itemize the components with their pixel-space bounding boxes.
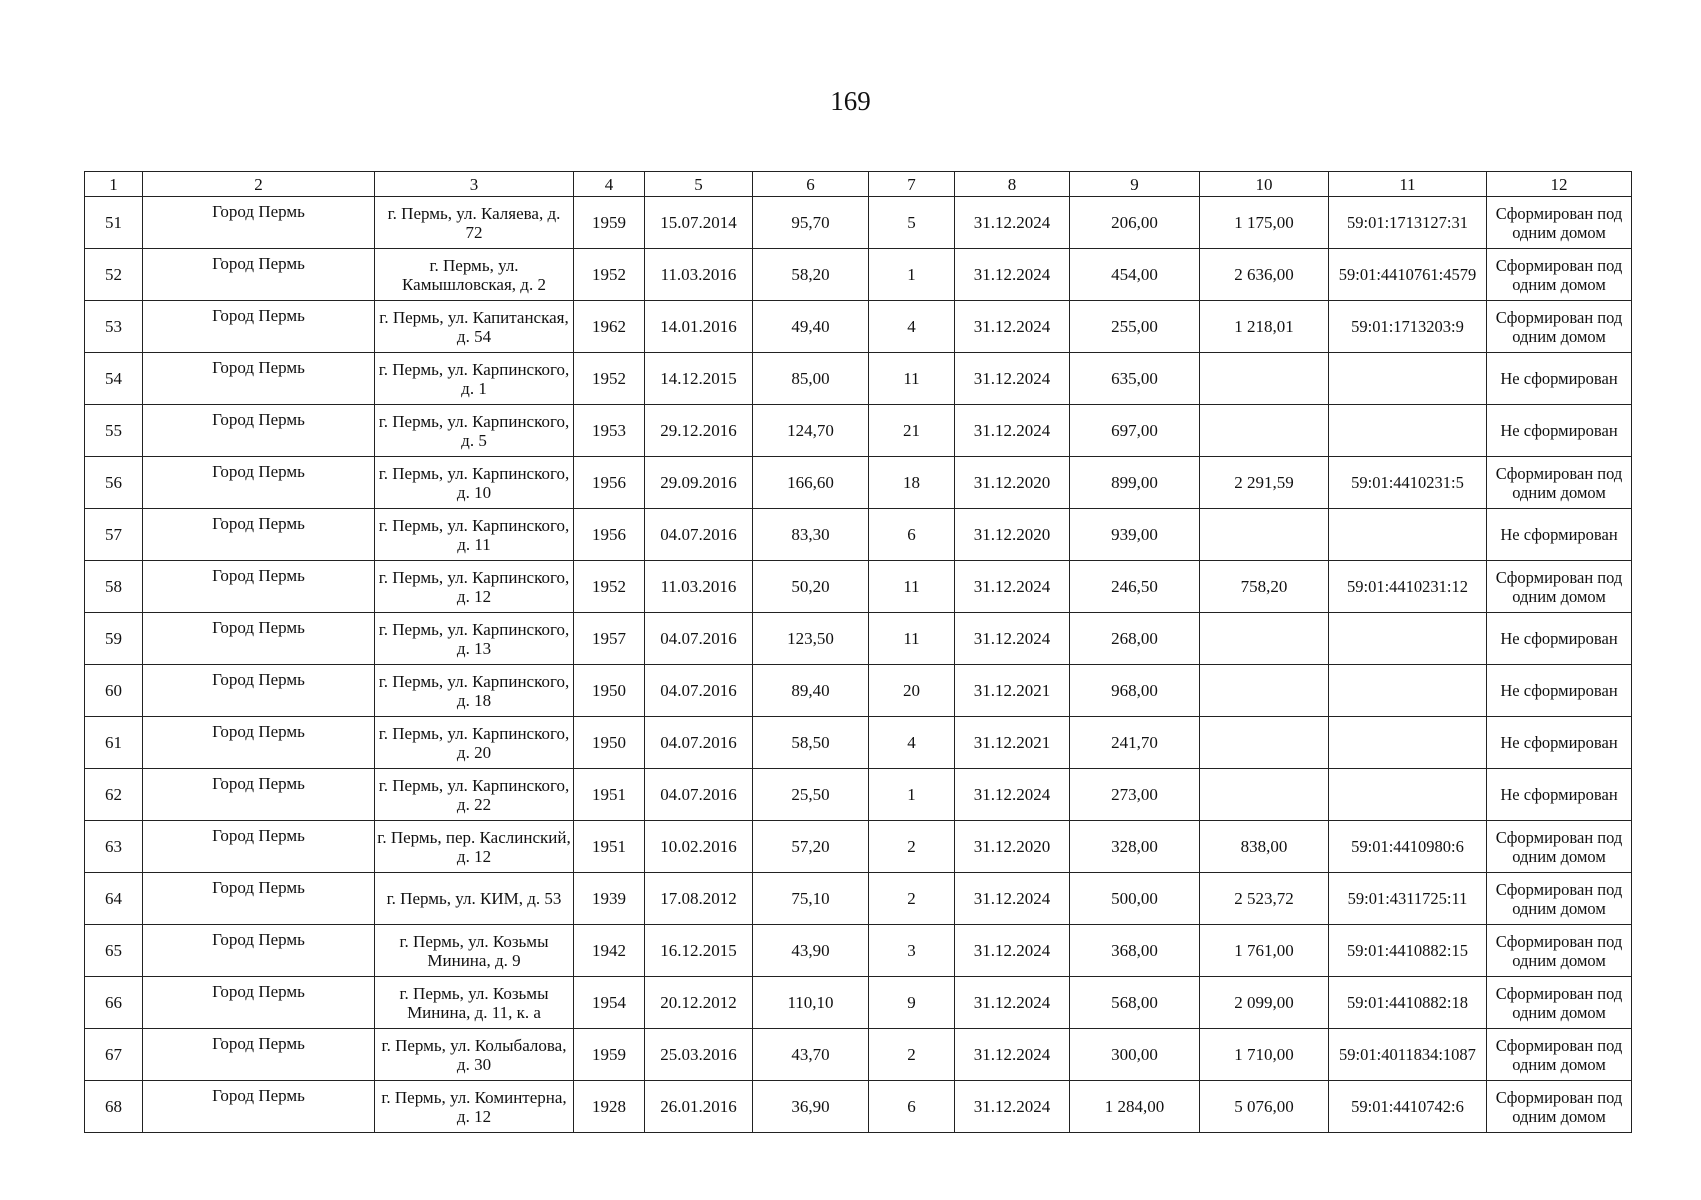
address-cell: г. Пермь, ул. Карпинского, д. 22 (375, 769, 574, 821)
status-cell: Сформирован под одним домом (1487, 561, 1632, 613)
table-row (85, 509, 1632, 561)
date-cell: 11.03.2016 (645, 249, 753, 301)
date-cell: 04.07.2016 (645, 665, 753, 717)
row-number-cell: 59 (85, 613, 143, 665)
cadastral-cell (1329, 717, 1487, 769)
municipality-cell: Город Пермь (143, 353, 375, 405)
deadline-cell: 31.12.2024 (955, 249, 1070, 301)
date-cell: 20.12.2012 (645, 977, 753, 1029)
deadline-cell: 31.12.2024 (955, 405, 1070, 457)
cadastral-cell (1329, 613, 1487, 665)
municipality-cell: Город Пермь (143, 873, 375, 925)
residents-cell: 4 (869, 717, 955, 769)
value-cell: 500,00 (1070, 873, 1200, 925)
status-cell: Не сформирован (1487, 717, 1632, 769)
row-number-cell: 53 (85, 301, 143, 353)
area-cell: 50,20 (753, 561, 869, 613)
header-row (85, 172, 1632, 197)
residents-cell: 6 (869, 1081, 955, 1133)
address-cell: г. Пермь, ул. Камышловская, д. 2 (375, 249, 574, 301)
address-cell: г. Пермь, ул. Карпинского, д. 1 (375, 353, 574, 405)
table-row (85, 717, 1632, 769)
cadastral-cell (1329, 665, 1487, 717)
date-cell: 04.07.2016 (645, 717, 753, 769)
cadastral-cell: 59:01:4410742:6 (1329, 1081, 1487, 1133)
address-cell: г. Пермь, ул. Карпинского, д. 11 (375, 509, 574, 561)
cadastral-cell: 59:01:4311725:11 (1329, 873, 1487, 925)
address-cell: г. Пермь, ул. Козьмы Минина, д. 11, к. а (375, 977, 574, 1029)
address-cell: г. Пермь, ул. Карпинского, д. 5 (375, 405, 574, 457)
cadastral-cell: 59:01:4410231:5 (1329, 457, 1487, 509)
status-cell: Не сформирован (1487, 769, 1632, 821)
land-area-cell: 2 291,59 (1200, 457, 1329, 509)
value-cell: 568,00 (1070, 977, 1200, 1029)
table-row (85, 821, 1632, 873)
cadastral-cell: 59:01:4011834:1087 (1329, 1029, 1487, 1081)
value-cell: 454,00 (1070, 249, 1200, 301)
land-area-cell: 2 523,72 (1200, 873, 1329, 925)
date-cell: 29.09.2016 (645, 457, 753, 509)
row-number-cell: 52 (85, 249, 143, 301)
row-number-cell: 62 (85, 769, 143, 821)
land-area-cell: 758,20 (1200, 561, 1329, 613)
area-cell: 58,20 (753, 249, 869, 301)
deadline-cell: 31.12.2024 (955, 873, 1070, 925)
value-cell: 697,00 (1070, 405, 1200, 457)
status-cell: Сформирован под одним домом (1487, 925, 1632, 977)
table-row (85, 405, 1632, 457)
deadline-cell: 31.12.2024 (955, 353, 1070, 405)
residents-cell: 11 (869, 561, 955, 613)
residents-cell: 21 (869, 405, 955, 457)
table-row (85, 873, 1632, 925)
header-cell-4: 4 (574, 172, 645, 197)
date-cell: 17.08.2012 (645, 873, 753, 925)
area-cell: 85,00 (753, 353, 869, 405)
table-header (85, 172, 1632, 197)
table-row (85, 353, 1632, 405)
land-area-cell (1200, 717, 1329, 769)
area-cell: 43,90 (753, 925, 869, 977)
year-cell: 1962 (574, 301, 645, 353)
table-row (85, 1029, 1632, 1081)
value-cell: 899,00 (1070, 457, 1200, 509)
date-cell: 04.07.2016 (645, 613, 753, 665)
cadastral-cell: 59:01:4410882:15 (1329, 925, 1487, 977)
residents-cell: 20 (869, 665, 955, 717)
municipality-cell: Город Пермь (143, 197, 375, 249)
deadline-cell: 31.12.2024 (955, 197, 1070, 249)
row-number-cell: 57 (85, 509, 143, 561)
deadline-cell: 31.12.2020 (955, 509, 1070, 561)
date-cell: 25.03.2016 (645, 1029, 753, 1081)
land-area-cell: 1 218,01 (1200, 301, 1329, 353)
municipality-cell: Город Пермь (143, 249, 375, 301)
row-number-cell: 56 (85, 457, 143, 509)
page-number: 169 (830, 86, 871, 116)
address-cell: г. Пермь, ул. Карпинского, д. 13 (375, 613, 574, 665)
area-cell: 166,60 (753, 457, 869, 509)
table-row (85, 665, 1632, 717)
deadline-cell: 31.12.2020 (955, 457, 1070, 509)
row-number-cell: 60 (85, 665, 143, 717)
deadline-cell: 31.12.2021 (955, 665, 1070, 717)
status-cell: Сформирован под одним домом (1487, 1081, 1632, 1133)
cadastral-cell: 59:01:1713203:9 (1329, 301, 1487, 353)
status-cell: Сформирован под одним домом (1487, 873, 1632, 925)
land-area-cell: 5 076,00 (1200, 1081, 1329, 1133)
residents-cell: 2 (869, 1029, 955, 1081)
deadline-cell: 31.12.2024 (955, 1081, 1070, 1133)
deadline-cell: 31.12.2024 (955, 977, 1070, 1029)
residents-cell: 3 (869, 925, 955, 977)
residents-cell: 4 (869, 301, 955, 353)
land-area-cell (1200, 665, 1329, 717)
status-cell: Не сформирован (1487, 405, 1632, 457)
cadastral-cell: 59:01:4410882:18 (1329, 977, 1487, 1029)
deadline-cell: 31.12.2021 (955, 717, 1070, 769)
municipality-cell: Город Пермь (143, 769, 375, 821)
value-cell: 241,70 (1070, 717, 1200, 769)
address-cell: г. Пермь, пер. Каслинский, д. 12 (375, 821, 574, 873)
table-row (85, 925, 1632, 977)
table-row (85, 561, 1632, 613)
row-number-cell: 67 (85, 1029, 143, 1081)
row-number-cell: 68 (85, 1081, 143, 1133)
area-cell: 89,40 (753, 665, 869, 717)
header-cell-3: 3 (375, 172, 574, 197)
land-area-cell: 838,00 (1200, 821, 1329, 873)
municipality-cell: Город Пермь (143, 717, 375, 769)
value-cell: 328,00 (1070, 821, 1200, 873)
table-row (85, 977, 1632, 1029)
address-cell: г. Пермь, ул. Карпинского, д. 18 (375, 665, 574, 717)
residents-cell: 11 (869, 353, 955, 405)
area-cell: 95,70 (753, 197, 869, 249)
row-number-cell: 66 (85, 977, 143, 1029)
municipality-cell: Город Пермь (143, 561, 375, 613)
year-cell: 1959 (574, 1029, 645, 1081)
year-cell: 1956 (574, 457, 645, 509)
status-cell: Сформирован под одним домом (1487, 821, 1632, 873)
cadastral-cell (1329, 353, 1487, 405)
residents-cell: 9 (869, 977, 955, 1029)
area-cell: 110,10 (753, 977, 869, 1029)
table-row (85, 457, 1632, 509)
municipality-cell: Город Пермь (143, 977, 375, 1029)
date-cell: 15.07.2014 (645, 197, 753, 249)
area-cell: 43,70 (753, 1029, 869, 1081)
land-area-cell (1200, 405, 1329, 457)
address-cell: г. Пермь, ул. Карпинского, д. 12 (375, 561, 574, 613)
status-cell: Сформирован под одним домом (1487, 977, 1632, 1029)
deadline-cell: 31.12.2024 (955, 1029, 1070, 1081)
municipality-cell: Город Пермь (143, 821, 375, 873)
header-cell-7: 7 (869, 172, 955, 197)
municipality-cell: Город Пермь (143, 613, 375, 665)
address-cell: г. Пермь, ул. Коминтерна, д. 12 (375, 1081, 574, 1133)
municipality-cell: Город Пермь (143, 457, 375, 509)
cadastral-cell (1329, 769, 1487, 821)
land-area-cell: 1 710,00 (1200, 1029, 1329, 1081)
status-cell: Сформирован под одним домом (1487, 457, 1632, 509)
year-cell: 1942 (574, 925, 645, 977)
residents-cell: 2 (869, 873, 955, 925)
cadastral-cell: 59:01:4410231:12 (1329, 561, 1487, 613)
status-cell: Не сформирован (1487, 665, 1632, 717)
municipality-cell: Город Пермь (143, 509, 375, 561)
address-cell: г. Пермь, ул. Каляева, д. 72 (375, 197, 574, 249)
year-cell: 1952 (574, 249, 645, 301)
residents-cell: 1 (869, 769, 955, 821)
address-cell: г. Пермь, ул. Карпинского, д. 20 (375, 717, 574, 769)
address-cell: г. Пермь, ул. Колыбалова, д. 30 (375, 1029, 574, 1081)
value-cell: 206,00 (1070, 197, 1200, 249)
header-cell-11: 11 (1329, 172, 1487, 197)
residents-cell: 18 (869, 457, 955, 509)
cadastral-cell: 59:01:1713127:31 (1329, 197, 1487, 249)
cadastral-cell (1329, 509, 1487, 561)
address-cell: г. Пермь, ул. КИМ, д. 53 (375, 873, 574, 925)
address-cell: г. Пермь, ул. Капитанская, д. 54 (375, 301, 574, 353)
area-cell: 83,30 (753, 509, 869, 561)
land-area-cell (1200, 769, 1329, 821)
residents-cell: 2 (869, 821, 955, 873)
year-cell: 1959 (574, 197, 645, 249)
status-cell: Не сформирован (1487, 509, 1632, 561)
header-cell-1: 1 (85, 172, 143, 197)
year-cell: 1939 (574, 873, 645, 925)
table-row (85, 1081, 1632, 1133)
area-cell: 123,50 (753, 613, 869, 665)
municipality-cell: Город Пермь (143, 1081, 375, 1133)
table-row (85, 249, 1632, 301)
date-cell: 04.07.2016 (645, 769, 753, 821)
row-number-cell: 55 (85, 405, 143, 457)
residents-cell: 5 (869, 197, 955, 249)
status-cell: Сформирован под одним домом (1487, 1029, 1632, 1081)
municipality-cell: Город Пермь (143, 665, 375, 717)
row-number-cell: 65 (85, 925, 143, 977)
value-cell: 368,00 (1070, 925, 1200, 977)
municipality-cell: Город Пермь (143, 405, 375, 457)
address-cell: г. Пермь, ул. Козьмы Минина, д. 9 (375, 925, 574, 977)
address-cell: г. Пермь, ул. Карпинского, д. 10 (375, 457, 574, 509)
value-cell: 968,00 (1070, 665, 1200, 717)
year-cell: 1951 (574, 821, 645, 873)
land-area-cell: 1 175,00 (1200, 197, 1329, 249)
deadline-cell: 31.12.2024 (955, 613, 1070, 665)
residents-cell: 11 (869, 613, 955, 665)
value-cell: 939,00 (1070, 509, 1200, 561)
value-cell: 635,00 (1070, 353, 1200, 405)
year-cell: 1952 (574, 561, 645, 613)
area-cell: 75,10 (753, 873, 869, 925)
value-cell: 246,50 (1070, 561, 1200, 613)
header-cell-12: 12 (1487, 172, 1632, 197)
date-cell: 11.03.2016 (645, 561, 753, 613)
status-cell: Не сформирован (1487, 613, 1632, 665)
land-area-cell (1200, 509, 1329, 561)
date-cell: 10.02.2016 (645, 821, 753, 873)
year-cell: 1957 (574, 613, 645, 665)
cadastral-cell (1329, 405, 1487, 457)
row-number-cell: 58 (85, 561, 143, 613)
land-area-cell (1200, 613, 1329, 665)
year-cell: 1954 (574, 977, 645, 1029)
table-row (85, 197, 1632, 249)
area-cell: 57,20 (753, 821, 869, 873)
year-cell: 1951 (574, 769, 645, 821)
year-cell: 1953 (574, 405, 645, 457)
deadline-cell: 31.12.2024 (955, 769, 1070, 821)
area-cell: 36,90 (753, 1081, 869, 1133)
land-area-cell: 2 636,00 (1200, 249, 1329, 301)
header-cell-9: 9 (1070, 172, 1200, 197)
header-cell-5: 5 (645, 172, 753, 197)
table-row (85, 769, 1632, 821)
value-cell: 255,00 (1070, 301, 1200, 353)
date-cell: 29.12.2016 (645, 405, 753, 457)
row-number-cell: 51 (85, 197, 143, 249)
status-cell: Сформирован под одним домом (1487, 249, 1632, 301)
housing-registry-table (84, 171, 1632, 1133)
municipality-cell: Город Пермь (143, 925, 375, 977)
table-row (85, 613, 1632, 665)
municipality-cell: Город Пермь (143, 301, 375, 353)
deadline-cell: 31.12.2020 (955, 821, 1070, 873)
status-cell: Сформирован под одним домом (1487, 197, 1632, 249)
year-cell: 1950 (574, 665, 645, 717)
header-cell-8: 8 (955, 172, 1070, 197)
status-cell: Не сформирован (1487, 353, 1632, 405)
header-cell-6: 6 (753, 172, 869, 197)
value-cell: 1 284,00 (1070, 1081, 1200, 1133)
value-cell: 268,00 (1070, 613, 1200, 665)
date-cell: 14.01.2016 (645, 301, 753, 353)
date-cell: 14.12.2015 (645, 353, 753, 405)
area-cell: 124,70 (753, 405, 869, 457)
year-cell: 1952 (574, 353, 645, 405)
header-cell-2: 2 (143, 172, 375, 197)
land-area-cell: 2 099,00 (1200, 977, 1329, 1029)
area-cell: 49,40 (753, 301, 869, 353)
land-area-cell (1200, 353, 1329, 405)
row-number-cell: 63 (85, 821, 143, 873)
year-cell: 1956 (574, 509, 645, 561)
deadline-cell: 31.12.2024 (955, 561, 1070, 613)
deadline-cell: 31.12.2024 (955, 301, 1070, 353)
table-body (85, 197, 1632, 1133)
value-cell: 300,00 (1070, 1029, 1200, 1081)
residents-cell: 1 (869, 249, 955, 301)
row-number-cell: 64 (85, 873, 143, 925)
deadline-cell: 31.12.2024 (955, 925, 1070, 977)
date-cell: 04.07.2016 (645, 509, 753, 561)
row-number-cell: 54 (85, 353, 143, 405)
year-cell: 1950 (574, 717, 645, 769)
cadastral-cell: 59:01:4410980:6 (1329, 821, 1487, 873)
row-number-cell: 61 (85, 717, 143, 769)
residents-cell: 6 (869, 509, 955, 561)
status-cell: Сформирован под одним домом (1487, 301, 1632, 353)
municipality-cell: Город Пермь (143, 1029, 375, 1081)
value-cell: 273,00 (1070, 769, 1200, 821)
year-cell: 1928 (574, 1081, 645, 1133)
land-area-cell: 1 761,00 (1200, 925, 1329, 977)
date-cell: 16.12.2015 (645, 925, 753, 977)
date-cell: 26.01.2016 (645, 1081, 753, 1133)
area-cell: 58,50 (753, 717, 869, 769)
header-cell-10: 10 (1200, 172, 1329, 197)
cadastral-cell: 59:01:4410761:4579 (1329, 249, 1487, 301)
table-row (85, 301, 1632, 353)
area-cell: 25,50 (753, 769, 869, 821)
